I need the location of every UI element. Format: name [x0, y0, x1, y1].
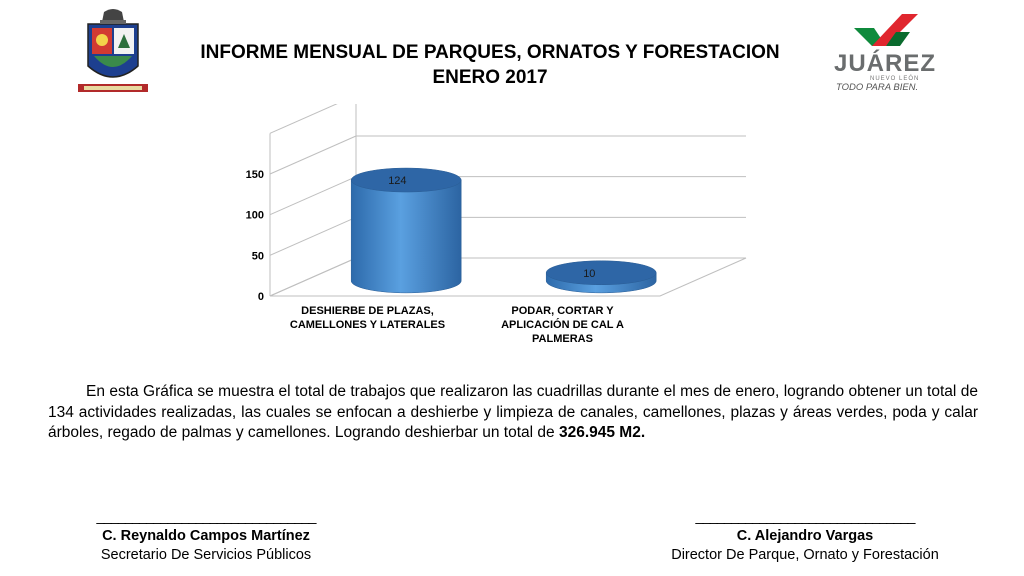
signature-left-name: C. Reynaldo Campos Martínez [102, 528, 310, 544]
category-label: PALMERAS [532, 333, 593, 345]
municipal-crest-icon [78, 8, 148, 94]
data-label: 10 [583, 267, 596, 280]
side-gridline [270, 217, 356, 255]
bar-top [546, 261, 656, 285]
y-tick-label: 0 [257, 291, 264, 303]
category-label: DESHIERBE DE PLAZAS, [301, 305, 434, 317]
side-gridline [270, 177, 356, 215]
summary-paragraph [48, 382, 978, 444]
chart-floor [270, 258, 746, 296]
category-label: APLICACIÓN DE CAL A [501, 319, 624, 331]
category-label: CAMELLONES Y LATERALES [289, 319, 446, 331]
category-label: PODAR, CORTAR Y [511, 305, 614, 317]
side-gridline [270, 104, 356, 133]
signature-line-right: _______________________________ [695, 509, 915, 525]
juarez-checkmark-icon [826, 14, 944, 54]
data-label: 124 [388, 175, 407, 188]
signature-right-role: Director De Parque, Ornato y Forestación [671, 547, 939, 563]
juarez-tagline: TODO PARA BIEN. [836, 82, 919, 93]
signature-left-role: Secretario De Servicios Públicos [100, 547, 312, 563]
activities-bar-chart [230, 104, 760, 354]
juarez-wordmark: JUÁREZ [833, 50, 936, 77]
signature-line-left: _______________________________ [96, 509, 316, 525]
y-tick-label: 50 [251, 250, 264, 263]
summary-bold-value: 326.945 M2. [558, 424, 646, 441]
signature-right-name: C. Alejandro Vargas [736, 528, 874, 544]
summary-text: En esta Gráfica se muestra el total de trabajos que realizaron las cuadrillas durante el mes de enero, logrando obtener un total de 134 actividades realizadas, las cuales se enfocan a deshierbe y limpieza de canales, camellones, plazas y áreas verdes, poda y calar árboles, regado de palmas y camellones. Logrando deshierbar un total de [48, 383, 978, 441]
juarez-logo [826, 14, 944, 92]
y-tick-label: 100 [245, 209, 264, 222]
y-tick-label: 150 [245, 169, 264, 181]
title-line-2: ENERO 2017 [432, 67, 548, 88]
signature-right [655, 508, 955, 565]
title-line-1: INFORME MENSUAL DE PARQUES, ORNATOS Y FORESTACION [200, 42, 780, 63]
bar-cylinder [351, 180, 461, 293]
juarez-sub: NUEVO LEÓN [870, 76, 920, 82]
page-title [150, 40, 830, 90]
signature-left [66, 508, 346, 565]
side-gridline [270, 136, 356, 174]
